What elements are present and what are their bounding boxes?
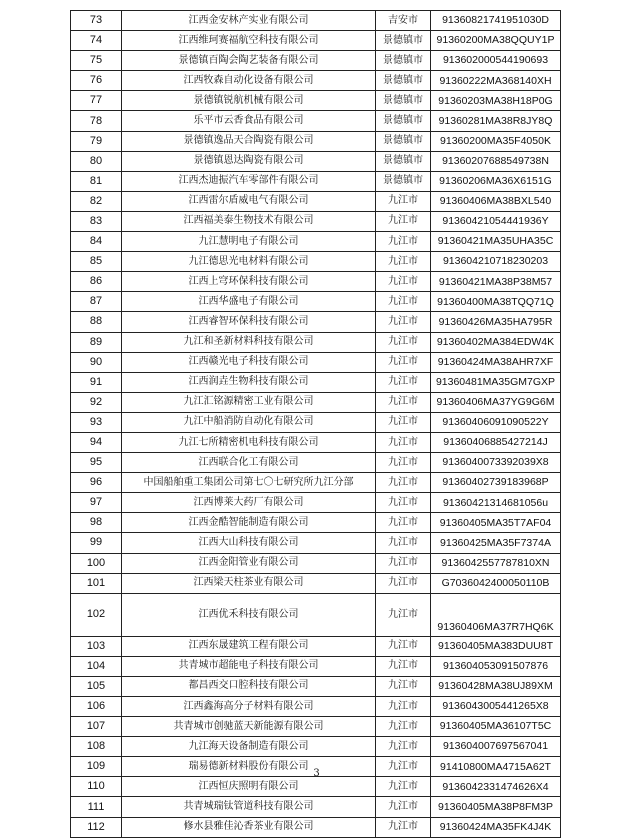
row-number: 88 <box>71 312 122 332</box>
company-name: 江西润垚生物科技有限公司 <box>122 372 376 392</box>
row-number: 101 <box>71 573 122 593</box>
company-name: 江西梁天柱茶业有限公司 <box>122 573 376 593</box>
enterprise-table <box>70 10 561 838</box>
credit-code: 91360481MA35GM7GXP <box>431 372 561 392</box>
company-name: 江西金阳管业有限公司 <box>122 553 376 573</box>
table-row <box>71 533 561 553</box>
credit-code: 91360281MA38R8JY8Q <box>431 111 561 131</box>
table-row <box>71 171 561 191</box>
row-number: 79 <box>71 131 122 151</box>
table-row <box>71 717 561 737</box>
table-row <box>71 412 561 432</box>
row-number: 93 <box>71 412 122 432</box>
credit-code: 913604210718230203 <box>431 252 561 272</box>
row-number: 84 <box>71 232 122 252</box>
table-row <box>71 453 561 473</box>
company-name: 江西恒庆照明有限公司 <box>122 777 376 797</box>
row-number: 107 <box>71 717 122 737</box>
table-row <box>71 252 561 272</box>
row-number: 94 <box>71 432 122 452</box>
row-number: 98 <box>71 513 122 533</box>
credit-code: 91360222MA368140XH <box>431 71 561 91</box>
city: 九江市 <box>376 697 431 717</box>
table-row <box>71 31 561 51</box>
credit-code: 91360402739183968P <box>431 473 561 493</box>
credit-code: 9136042557787810XN <box>431 553 561 573</box>
credit-code: 91360428MA38UJ89XM <box>431 676 561 696</box>
city: 九江市 <box>376 252 431 272</box>
credit-code: 9136043005441265X8 <box>431 697 561 717</box>
row-number: 109 <box>71 757 122 777</box>
table-row <box>71 292 561 312</box>
table-row <box>71 432 561 452</box>
company-name: 九江慧明电子有限公司 <box>122 232 376 252</box>
credit-code: 91360425MA35F7374A <box>431 533 561 553</box>
company-name: 共青城市创驰蓝天新能源有限公司 <box>122 717 376 737</box>
city: 九江市 <box>376 292 431 312</box>
credit-code: 91360421MA38P38M57 <box>431 272 561 292</box>
row-number: 100 <box>71 553 122 573</box>
credit-code: G7036042400050110B <box>431 573 561 593</box>
company-name: 江西牧森自动化设备有限公司 <box>122 71 376 91</box>
credit-code: 91360200MA35F4050K <box>431 131 561 151</box>
credit-code: 91360207688549738N <box>431 151 561 171</box>
table-row <box>71 676 561 696</box>
company-name: 九江汇铭源精密工业有限公司 <box>122 392 376 412</box>
city: 九江市 <box>376 473 431 493</box>
city: 九江市 <box>376 211 431 231</box>
row-number: 106 <box>71 697 122 717</box>
city: 九江市 <box>376 636 431 656</box>
table-row <box>71 372 561 392</box>
table-row <box>71 191 561 211</box>
city: 九江市 <box>376 493 431 513</box>
table-row <box>71 11 561 31</box>
row-number: 83 <box>71 211 122 231</box>
row-number: 73 <box>71 11 122 31</box>
table-row <box>71 817 561 837</box>
city: 九江市 <box>376 676 431 696</box>
table-row <box>71 593 561 636</box>
credit-code: 9136042331474626X4 <box>431 777 561 797</box>
company-name: 江西雷尔盾威电气有限公司 <box>122 191 376 211</box>
credit-code: 913604007697567041 <box>431 737 561 757</box>
page-number: 3 <box>313 768 320 779</box>
table-row <box>71 777 561 797</box>
row-number: 111 <box>71 797 122 817</box>
city: 景德镇市 <box>376 71 431 91</box>
city: 九江市 <box>376 513 431 533</box>
row-number: 86 <box>71 272 122 292</box>
table-row <box>71 553 561 573</box>
credit-code: 913602000544190693 <box>431 51 561 71</box>
row-number: 74 <box>71 31 122 51</box>
table-row <box>71 392 561 412</box>
credit-code: 91410800MA4715A62T <box>431 757 561 777</box>
company-name: 瑞易德新材料股份有限公司 <box>122 757 376 777</box>
table-row <box>71 91 561 111</box>
city: 九江市 <box>376 573 431 593</box>
company-name: 九江海天设备制造有限公司 <box>122 737 376 757</box>
company-name: 江西联合化工有限公司 <box>122 453 376 473</box>
row-number: 81 <box>71 171 122 191</box>
city: 景德镇市 <box>376 111 431 131</box>
table-row <box>71 272 561 292</box>
table-row <box>71 232 561 252</box>
row-number: 82 <box>71 191 122 211</box>
row-number: 110 <box>71 777 122 797</box>
city: 九江市 <box>376 656 431 676</box>
row-number: 78 <box>71 111 122 131</box>
city: 景德镇市 <box>376 131 431 151</box>
row-number: 97 <box>71 493 122 513</box>
city: 九江市 <box>376 412 431 432</box>
city: 景德镇市 <box>376 171 431 191</box>
company-name: 共青城瑞钛管道科技有限公司 <box>122 797 376 817</box>
company-name: 江西东晟建筑工程有限公司 <box>122 636 376 656</box>
credit-code: 91360405MA36107T5C <box>431 717 561 737</box>
company-name: 江西金安林产实业有限公司 <box>122 11 376 31</box>
city: 九江市 <box>376 232 431 252</box>
credit-code: 91360421MA35UHA35C <box>431 232 561 252</box>
city: 九江市 <box>376 797 431 817</box>
table-row <box>71 51 561 71</box>
row-number: 95 <box>71 453 122 473</box>
credit-code: 913604053091507876 <box>431 656 561 676</box>
credit-code: 91360406MA37R7HQ6K <box>431 593 561 636</box>
table-row <box>71 111 561 131</box>
company-name: 江西鑫海高分子材料有限公司 <box>122 697 376 717</box>
city: 九江市 <box>376 372 431 392</box>
city: 九江市 <box>376 817 431 837</box>
city: 九江市 <box>376 352 431 372</box>
credit-code: 91360821741951030D <box>431 11 561 31</box>
city: 九江市 <box>376 717 431 737</box>
company-name: 景德镇锐航机械有限公司 <box>122 91 376 111</box>
row-number: 105 <box>71 676 122 696</box>
city: 九江市 <box>376 332 431 352</box>
table-row <box>71 473 561 493</box>
city: 景德镇市 <box>376 91 431 111</box>
company-name: 江西优禾科技有限公司 <box>122 593 376 636</box>
credit-code: 91360406MA38BXL540 <box>431 191 561 211</box>
credit-code: 91360421314681056u <box>431 493 561 513</box>
row-number: 112 <box>71 817 122 837</box>
company-name: 共青城市超能电子科技有限公司 <box>122 656 376 676</box>
row-number: 75 <box>71 51 122 71</box>
row-number: 96 <box>71 473 122 493</box>
row-number: 92 <box>71 392 122 412</box>
credit-code: 91360406091090522Y <box>431 412 561 432</box>
city: 九江市 <box>376 191 431 211</box>
row-number: 103 <box>71 636 122 656</box>
table-row <box>71 493 561 513</box>
city: 九江市 <box>376 432 431 452</box>
table-row <box>71 131 561 151</box>
row-number: 76 <box>71 71 122 91</box>
credit-code: 91360405MA383DUU8T <box>431 636 561 656</box>
company-name: 景德镇百陶会陶艺装备有限公司 <box>122 51 376 71</box>
company-name: 江西上穹环保科技有限公司 <box>122 272 376 292</box>
city: 九江市 <box>376 272 431 292</box>
credit-code: 91360424MA38AHR7XF <box>431 352 561 372</box>
city: 九江市 <box>376 553 431 573</box>
company-name: 江西赣光电子科技有限公司 <box>122 352 376 372</box>
company-name: 江西睿智环保科技有限公司 <box>122 312 376 332</box>
city: 九江市 <box>376 312 431 332</box>
city: 九江市 <box>376 757 431 777</box>
row-number: 91 <box>71 372 122 392</box>
city: 九江市 <box>376 453 431 473</box>
company-name: 中国船舶重工集团公司第七〇七研究所九江分部 <box>122 473 376 493</box>
credit-code: 91360405MA35T7AF04 <box>431 513 561 533</box>
city: 景德镇市 <box>376 31 431 51</box>
company-name: 九江德思光电材料有限公司 <box>122 252 376 272</box>
city: 吉安市 <box>376 11 431 31</box>
company-name: 江西大山科技有限公司 <box>122 533 376 553</box>
city: 景德镇市 <box>376 51 431 71</box>
table-row <box>71 636 561 656</box>
table-row <box>71 513 561 533</box>
row-number: 87 <box>71 292 122 312</box>
credit-code: 91360426MA35HA795R <box>431 312 561 332</box>
credit-code: 91360400MA38TQQ71Q <box>431 292 561 312</box>
credit-code: 91360406885427214J <box>431 432 561 452</box>
city: 景德镇市 <box>376 151 431 171</box>
company-name: 景德镇逸品天合陶瓷有限公司 <box>122 131 376 151</box>
company-name: 九江中船消防自动化有限公司 <box>122 412 376 432</box>
table-row <box>71 151 561 171</box>
credit-code: 91360406MA37YG9G6M <box>431 392 561 412</box>
company-name: 江西华盛电子有限公司 <box>122 292 376 312</box>
row-number: 108 <box>71 737 122 757</box>
table-row <box>71 737 561 757</box>
company-name: 景德镇恩达陶瓷有限公司 <box>122 151 376 171</box>
city: 九江市 <box>376 533 431 553</box>
city: 九江市 <box>376 392 431 412</box>
row-number: 85 <box>71 252 122 272</box>
credit-code: 9136040073392039X8 <box>431 453 561 473</box>
company-name: 江西维珂赛福航空科技有限公司 <box>122 31 376 51</box>
row-number: 80 <box>71 151 122 171</box>
company-name: 江西杰迪振汽车零部件有限公司 <box>122 171 376 191</box>
city: 九江市 <box>376 777 431 797</box>
credit-code: 91360421054441936Y <box>431 211 561 231</box>
company-name: 都昌西交口腔科技有限公司 <box>122 676 376 696</box>
company-name: 九江和圣新材料科技有限公司 <box>122 332 376 352</box>
table-row <box>71 211 561 231</box>
row-number: 89 <box>71 332 122 352</box>
company-name: 乐平市云香食品有限公司 <box>122 111 376 131</box>
row-number: 90 <box>71 352 122 372</box>
table-row <box>71 697 561 717</box>
credit-code: 91360206MA36X6151G <box>431 171 561 191</box>
row-number: 77 <box>71 91 122 111</box>
company-name: 江西福美泰生物技术有限公司 <box>122 211 376 231</box>
table-row <box>71 71 561 91</box>
company-name: 江西金酷智能制造有限公司 <box>122 513 376 533</box>
city: 九江市 <box>376 737 431 757</box>
credit-code: 91360203MA38H18P0G <box>431 91 561 111</box>
row-number: 102 <box>71 593 122 636</box>
row-number: 104 <box>71 656 122 676</box>
row-number: 99 <box>71 533 122 553</box>
credit-code: 91360402MA384EDW4K <box>431 332 561 352</box>
table-row <box>71 656 561 676</box>
credit-code: 91360200MA38QQUY1P <box>431 31 561 51</box>
table-row <box>71 352 561 372</box>
company-name: 九江七所精密机电科技有限公司 <box>122 432 376 452</box>
credit-code: 91360405MA38P8FM3P <box>431 797 561 817</box>
company-name: 修水县雅佳沁香茶业有限公司 <box>122 817 376 837</box>
city: 九江市 <box>376 593 431 636</box>
credit-code: 91360424MA35FK4J4K <box>431 817 561 837</box>
table-row <box>71 312 561 332</box>
table-row <box>71 332 561 352</box>
company-name: 江西博莱大药厂有限公司 <box>122 493 376 513</box>
table-row <box>71 573 561 593</box>
